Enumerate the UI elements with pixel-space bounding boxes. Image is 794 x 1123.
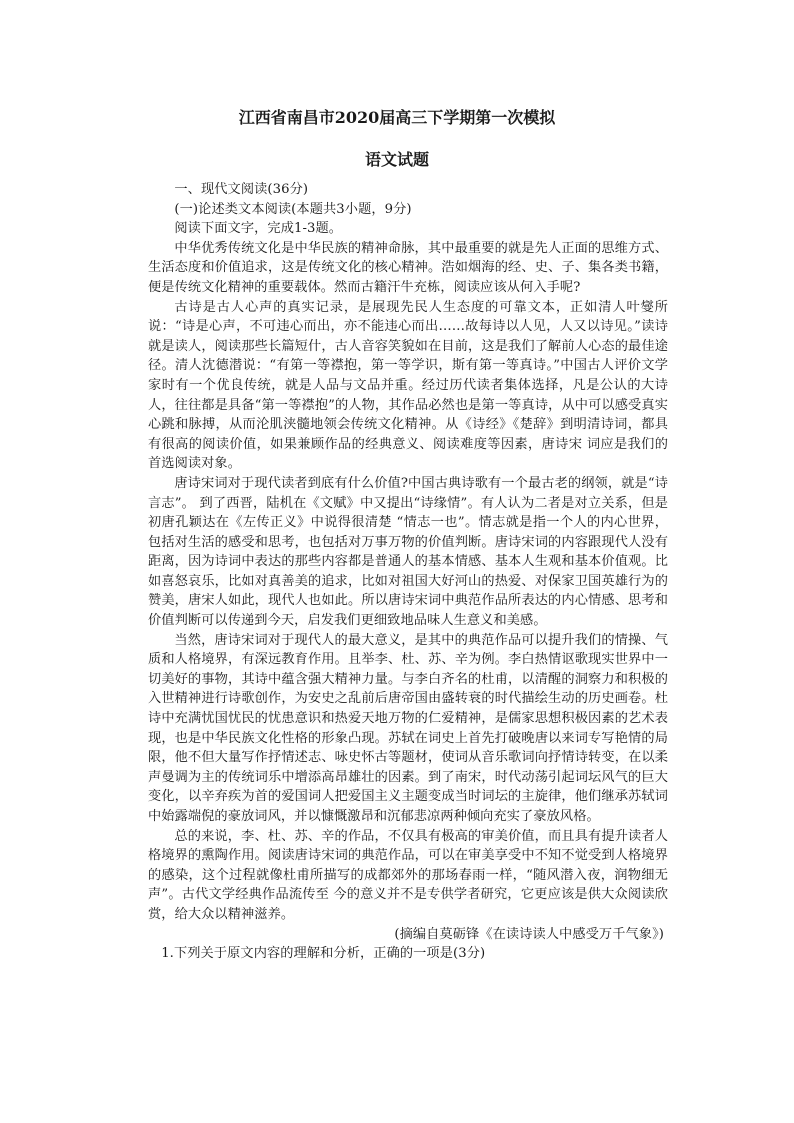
subsection-heading: (一)论述类文本阅读(本题共3小题，9分) — [174, 201, 412, 217]
paragraph-2: 古诗是古人心声的真实记录，是展现先民人生态度的可靠文本，正如清人叶燮所说：“诗是心声，不可违心而出，亦不能违心而出……故每诗以人见，人又以诗见。”读诗就是读人，阅读那些长篇短什，古人音容笑貌如在目前，这是我们了解前人心态的最佳途径。清人沈德潜说：“有第一等襟抱，第一等学识，斯有第一等真诗。”中国古人评价文学家时有一个优良传统，就是人品与文品并重。经过历代读者集体选择，凡是公认的大诗人，往往都是具备“第一等襟抱”的人物，其作品必然也是第一等真诗，从中可以感受真实心跳和脉搏，从而沦肌浃髓地领会传统文化精神。从《诗经》《楚辞》到明清诗词，都具有很高的阅读价值，如果兼顾作品的经典意义、阅读难度等因素，唐诗宋 词应是我们的首选阅读对象。 — [148, 299, 668, 472]
question-1: 1.下列关于原文内容的理解和分析，正确的一项是(3分) — [161, 946, 486, 962]
paragraph-4: 当然，唐诗宋词对于现代人的最大意义，是其中的典范作品可以提升我们的情操、气质和人格境界，有深远教育作用。且举李、杜、苏、辛为例。李白热情讴歌现实世界中一切美好的事物，其诗中蕴含强大精神力量。与李白齐名的杜甫，以清醒的洞察力和积极的入世精神进行诗歌创作，为安史之乱前后唐帝国由盛转衰的时代描绘生动的历史画卷。杜诗中充满忧国忧民的忧患意识和热爱天地万物的仁爱精神，是儒家思想积极因素的艺术表现，也是中华民族文化性格的形象凸现。苏轼在词史上首先打破晚唐以来词专写艳情的局限，他不但大量写作抒情述志、咏史怀古等题材，使词从音乐歌词向抒情诗转变，在以柔声曼调为主的传统词乐中增添高昂雄壮的因素。到了南宋，时代动荡引起词坛风气的巨大变化，以辛弃疾为首的爱国词人把爱国主义主题变成当时词坛的主旋律，他们继承苏轼词中始露端倪的豪放词风，并以慷慨激昂和沉郁悲凉两种倾向充实了豪放风格。 — [148, 632, 668, 824]
paragraph-3: 唐诗宋词对于现代读者到底有什么价值?中国古典诗歌有一个最古老的纲领，就是“诗言志”。 到了西晋，陆机在《文赋》中又提出“诗缘情”。有人认为二者是对立关系，但是初唐孔颖达在《左传正义》中说得很清楚 “情志一也”。情志就是指一个人的内心世界，包括对生活的感受和思考，也包括对万事万物的价值判断。唐诗宋词的内容跟现代人没有距离，因为诗词中表达的那些内容都是普通人的基本情感、基本人生观和基本价值观。比如喜怒哀乐，比如对真善美的追求，比如对祖国大好河山的热爱、对保家卫国英雄行为的赞美，唐宋人如此，现代人也如此。所以唐诗宋词中典范作品所表达的内心情感、思考和价值判断可以传递到今天，启发我们更细致地品味人生意义和美感。 — [148, 475, 668, 629]
paragraph-5: 总的来说，李、杜、苏、辛的作品，不仅具有极高的审美价值，而且具有提升读者人格境界的熏陶作用。阅读唐诗宋词的典范作品，可以在审美享受中不知不觉受到人格境界的感染，这个过程就像杜甫所描写的成都郊外的那场春雨一样，“随风潜入夜，润物细无声”。古代文学经典作品流传至 今的意义并不是专供学者研究，它更应该是供大众阅读欣赏，给大众以精神滋养。 — [148, 828, 668, 922]
document-subtitle: 语文试题 — [364, 150, 429, 169]
source-citation: (摘编自莫砺锋《在读诗读人中感受万千气象》) — [394, 926, 664, 942]
reading-instruction: 阅读下面文字，完成1-3题。 — [174, 221, 343, 237]
paragraph-1: 中华优秀传统文化是中华民族的精神命脉，其中最重要的就是先人正面的思维方式、生活态度和价值追求，这是传统文化的核心精神。浩如烟海的经、史、子、集各类书籍，便是传统文化精神的重要载体。然而古籍汗牛充栋，阅读应该从何入手呢? — [148, 240, 668, 295]
document-body — [148, 180, 668, 964]
document-title: 江西省南昌市2020届高三下学期第一次模拟 — [238, 108, 556, 127]
section-heading: 一、现代文阅读(36分) — [174, 182, 309, 197]
